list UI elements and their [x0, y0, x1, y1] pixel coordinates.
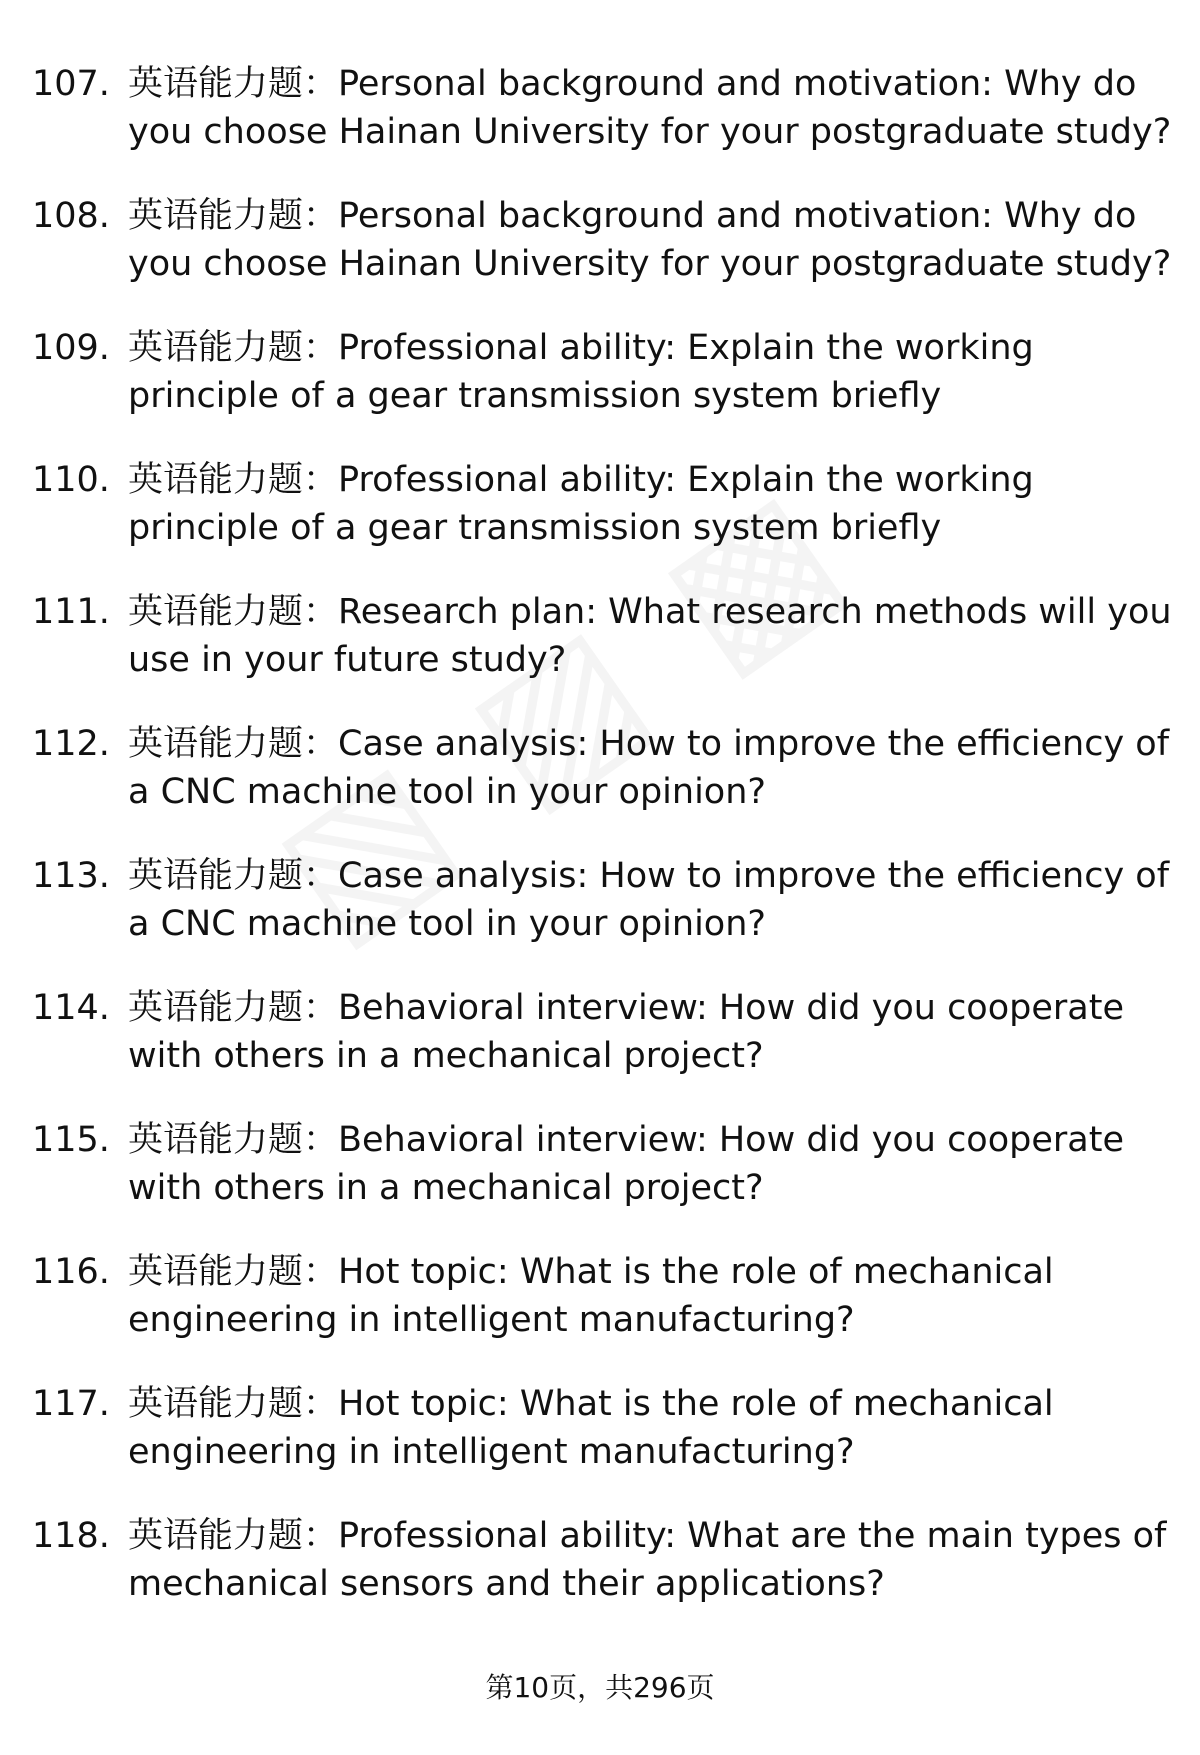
item-number: 111.: [32, 592, 110, 632]
item-number: 110.: [32, 460, 110, 500]
item-text: 英语能力题：Behavioral interview: How did you cooperate with others in a mechanical project?: [128, 1120, 1124, 1208]
item-number: 108.: [32, 196, 110, 236]
item-text: 英语能力题：Personal background and motivation: Why do you choose Hainan University for your postgraduate study?: [128, 196, 1172, 284]
item-text: 英语能力题：Behavioral interview: How did you cooperate with others in a mechanical project?: [128, 988, 1124, 1076]
item-number: 107.: [32, 64, 110, 104]
list-item: [32, 984, 1172, 1116]
item-text: 英语能力题：Case analysis: How to improve the efficiency of a CNC machine tool in your opinion?: [128, 724, 1170, 812]
list-item: [32, 720, 1172, 852]
item-number: 116.: [32, 1252, 110, 1292]
list-item: [32, 456, 1172, 588]
question-list: [32, 60, 1172, 1644]
list-item: [32, 192, 1172, 324]
item-text: 英语能力题：Hot topic: What is the role of mechanical engineering in intelligent manufacturing?: [128, 1252, 1054, 1340]
list-item: [32, 1116, 1172, 1248]
item-number: 118.: [32, 1516, 110, 1556]
item-number: 114.: [32, 988, 110, 1028]
list-item: [32, 1380, 1172, 1512]
list-item: [32, 1248, 1172, 1380]
list-item: [32, 1512, 1172, 1644]
item-text: 英语能力题：Professional ability: Explain the working principle of a gear transmission system briefly: [128, 460, 1034, 548]
item-number: 109.: [32, 328, 110, 368]
list-item: [32, 60, 1172, 192]
item-text: 英语能力题：Professional ability: What are the main types of mechanical sensors and their applications?: [128, 1516, 1167, 1604]
item-number: 113.: [32, 856, 110, 896]
list-item: [32, 588, 1172, 720]
item-text: 英语能力题：Research plan: What research methods will you use in your future study?: [128, 592, 1172, 680]
item-text: 英语能力题：Hot topic: What is the role of mechanical engineering in intelligent manufacturing?: [128, 1384, 1054, 1472]
item-text: 英语能力题：Professional ability: Explain the working principle of a gear transmission system briefly: [128, 328, 1034, 416]
item-number: 117.: [32, 1384, 110, 1424]
page-indicator: 第10页，共296页: [485, 1671, 715, 1704]
item-text: 英语能力题：Case analysis: How to improve the efficiency of a CNC machine tool in your opinion?: [128, 856, 1170, 944]
item-number: 115.: [32, 1120, 110, 1160]
item-number: 112.: [32, 724, 110, 764]
item-text: 英语能力题：Personal background and motivation: Why do you choose Hainan University for your postgraduate study?: [128, 64, 1172, 152]
list-item: [32, 852, 1172, 984]
list-item: [32, 324, 1172, 456]
